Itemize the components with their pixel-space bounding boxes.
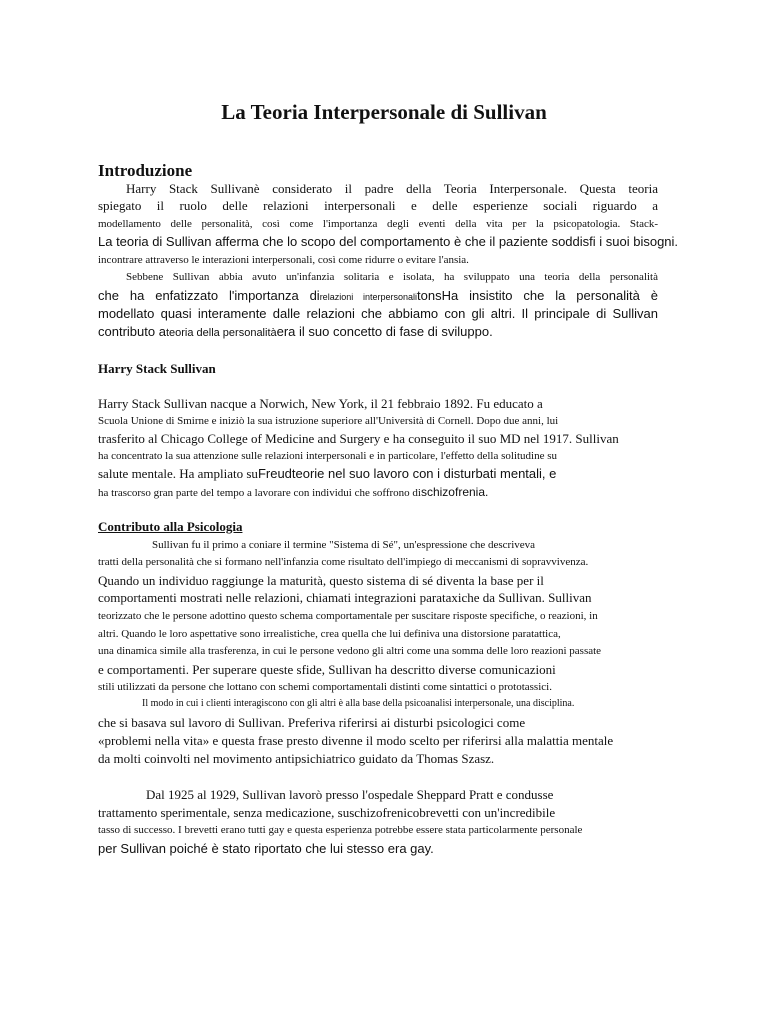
paragraph-line: Harry Stack Sullivanè considerato il padre della Teoria Interpersonale. Questa teoria xyxy=(126,181,658,196)
text-fragment: Freudteorie nel suo lavoro con i disturbati mentali, e xyxy=(257,466,557,481)
paragraph-line: La teoria di Sullivan afferma che lo scopo del comportamento è che il paziente soddisfi i suoi bisogni. xyxy=(98,234,679,249)
document-title: La Teoria Interpersonale di Sullivan xyxy=(221,100,547,124)
text-fragment: contributo a xyxy=(98,324,166,339)
text-fragment: tonsHa insistito che la personalità è xyxy=(417,288,658,303)
paragraph-line: Harry Stack Sullivan nacque a Norwich, New York, il 21 febbraio 1892. Fu educato a xyxy=(98,396,543,411)
paragraph-line xyxy=(98,323,493,342)
text-fragment: era il suo concetto di fase di sviluppo. xyxy=(276,324,493,339)
paragraph-line: Sebbene Sullivan abbia avuto un'infanzia solitaria e isolata, ha sviluppato una teoria della personalità xyxy=(126,271,658,283)
paragraph-line: e comportamenti. Per superare queste sfide, Sullivan ha descritto diverse comunicazioni xyxy=(98,662,556,677)
paragraph-line: modellamento delle personalità, così come l'importanza degli eventi della vita per la psicopatologia. Stack- xyxy=(98,218,658,230)
paragraph-line: incontrare attraverso le interazioni interpersonali, così come ridurre o evitare l'ansia. xyxy=(98,254,469,266)
paragraph-line: Sullivan fu il primo a coniare il termine "Sistema di Sé", un'espressione che descriveva xyxy=(152,539,536,551)
paragraph-line: comportamenti mostrati nelle relazioni, chiamati integrazioni parataxiche da Sullivan. Sullivan xyxy=(98,590,592,605)
paragraph-line: una dinamica simile alla trasferenza, in cui le persone vedono gli altri come una somma delle loro reazioni passate xyxy=(98,645,602,657)
section-heading-biografia: Harry Stack Sullivan xyxy=(98,361,216,376)
small-text-fragment: relazioni interpersonali xyxy=(319,292,418,302)
paragraph-line: ha concentrato la sua attenzione sulle relazioni interpersonali e in particolare, l'effetto della solitudine su xyxy=(98,450,558,462)
paragraph-line: tratti della personalità che si formano nell'infanzia come risultato dell'impiego di meccanismi di sopravvivenza. xyxy=(98,556,589,568)
paragraph-line: teorizzato che le persone adottino questo schema comportamentale per suscitare risposte specifiche, o reazioni, in xyxy=(98,610,598,622)
paragraph-line: trattamento sperimentale, senza medicazione, suschizofrenicobrevetti con un'incredibile xyxy=(98,805,556,820)
section-heading-introduzione: Introduzione xyxy=(98,161,193,180)
paragraph-line xyxy=(98,483,488,502)
paragraph-line: Quando un individuo raggiunge la maturità, questo sistema di sé diventa la base per il xyxy=(98,573,544,588)
text-fragment: schizofrenia. xyxy=(420,485,489,499)
paragraph-line xyxy=(98,465,556,483)
text-fragment: che ha enfatizzato l'importanza di xyxy=(98,288,320,303)
paragraph-line: che si basava sul lavoro di Sullivan. Preferiva riferirsi ai disturbi psicologici come xyxy=(98,715,526,730)
paragraph-line: per Sullivan poiché è stato riportato che lui stesso era gay. xyxy=(98,841,434,856)
paragraph-line: «problemi nella vita» e questa frase presto divenne il modo scelto per riferirsi alla malattia mentale xyxy=(98,733,614,748)
text-fragment: salute mentale. Ha ampliato su xyxy=(98,466,258,481)
paragraph-line: trasferito al Chicago College of Medicine and Surgery e ha conseguito il suo MD nel 1917. Sullivan xyxy=(98,431,619,446)
paragraph-line: Scuola Unione di Smirne e iniziò la sua istruzione superiore all'Università di Cornell. Dopo due anni, lui xyxy=(98,415,559,427)
text-fragment: ha trascorso gran parte del tempo a lavorare con individui che soffrono di xyxy=(98,487,421,499)
paragraph-line: altri. Quando le loro aspettative sono irrealistiche, crea quella che lui definiva una distorsione paratattica, xyxy=(98,628,561,640)
small-text-fragment: teoria della personalità xyxy=(165,327,277,339)
paragraph-line: stili utilizzati da persone che lottano con schemi comportamentali distinti come sintattici o prototassici. xyxy=(98,681,552,693)
section-heading-contributo: Contributo alla Psicologia xyxy=(98,519,243,534)
paragraph-line: Il modo in cui i clienti interagiscono con gli altri è alla base della psicoanalisi interpersonale, una disciplina. xyxy=(142,698,575,709)
paragraph-line: da molti coinvolti nel movimento antipsichiatrico guidato da Thomas Szasz. xyxy=(98,751,495,766)
paragraph-line: tasso di successo. I brevetti erano tutti gay e questa esperienza potrebbe essere stata particolarmente personale xyxy=(98,824,583,836)
paragraph-line xyxy=(98,287,658,306)
paragraph-line: Dal 1925 al 1929, Sullivan lavorò presso l'ospedale Sheppard Pratt e condusse xyxy=(146,787,554,802)
paragraph-line: modellato quasi interamente dalle relazioni che abbiamo con gli altri. Il principale di Sullivan xyxy=(98,306,658,321)
paragraph-line: spiegato il ruolo delle relazioni interpersonali e delle esperienze sociali riguardo a xyxy=(98,198,658,213)
